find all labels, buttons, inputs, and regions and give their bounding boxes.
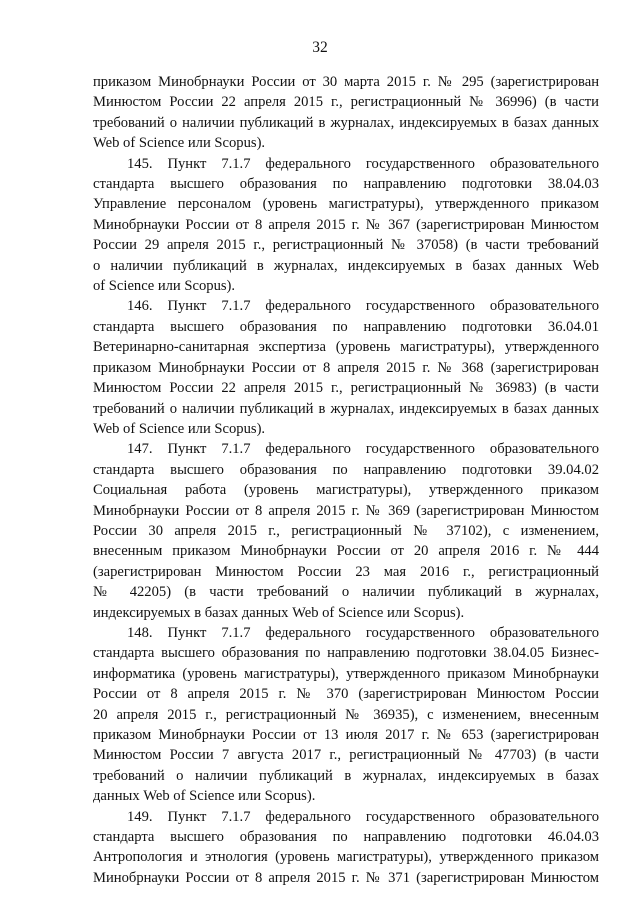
text-line: стандарта высшего образования по направлению подготовки 38.04.05 Бизнес-	[93, 645, 599, 662]
paragraph-p145	[93, 154, 599, 297]
text-line: России 29 апреля 2015 г., регистрационный № 37058) (в части требований	[93, 237, 599, 254]
paragraph-p148	[93, 623, 599, 807]
text-line: требований о наличии публикаций в журналах, индексируемых в базах данных	[93, 400, 599, 417]
paragraph-p146	[93, 296, 599, 439]
text-line: Минобрнауки России от 8 апреля 2015 г. № 371 (зарегистрирован Минюстом	[93, 869, 599, 886]
text-line: Web of Science или Scopus).	[93, 420, 266, 437]
text-line: Минобрнауки России от 8 апреля 2015 г. № 369 (зарегистрирован Минюстом	[93, 502, 599, 519]
text-line: 146. Пункт 7.1.7 федерального государственного образовательного	[127, 298, 599, 315]
text-line: Минобрнауки России от 8 апреля 2015 г. № 367 (зарегистрирован Минюстом	[93, 216, 599, 233]
text-line: требований о наличии публикаций в журналах, индексируемых в базах	[93, 767, 599, 784]
text-line: 20 апреля 2015 г., регистрационный № 36935), с изменением, внесенным	[93, 706, 599, 723]
text-line: внесенным приказом Минобрнауки России от 20 апреля 2016 г. № 444	[93, 543, 599, 560]
text-line: стандарта высшего образования по направлению подготовки 38.04.03	[93, 176, 599, 193]
text-line: Социальная работа (уровень магистратуры), утвержденного приказом	[93, 482, 599, 499]
text-line: о наличии публикаций в журналах, индексируемых в базах данных Web	[93, 257, 599, 274]
text-line: приказом Минобрнауки России от 13 июля 2017 г. № 653 (зарегистрирован	[93, 727, 599, 743]
text-line: приказом Минобрнауки России от 8 апреля 2015 г. № 368 (зарегистрирован	[93, 359, 599, 376]
text-line: Управление персоналом (уровень магистратуры), утвержденного приказом	[93, 196, 599, 213]
paragraph-p149	[93, 807, 599, 889]
text-line: России 30 апреля 2015 г., регистрационный № 37102), с изменением,	[93, 522, 599, 539]
text-line: (зарегистрирован Минюстом России 23 мая 2016 г., регистрационный	[93, 563, 599, 580]
text-line: 145. Пункт 7.1.7 федерального государственного образовательного	[127, 155, 599, 172]
text-line: Минюстом России 22 апреля 2015 г., регистрационный № 36983) (в части	[93, 380, 599, 397]
text-line: требований о наличии публикаций в журналах, индексируемых в базах данных	[93, 114, 599, 131]
text-line: Web of Science или Scopus).	[93, 135, 266, 152]
page-number: 32	[312, 39, 328, 56]
document-body	[93, 72, 599, 888]
text-line: России от 8 апреля 2015 г. № 370 (зарегистрирован Минюстом России	[93, 686, 599, 703]
text-line: 149. Пункт 7.1.7 федерального государственного образовательного	[127, 808, 599, 825]
text-line: индексируемых в базах данных Web of Science или Scopus).	[93, 604, 465, 621]
text-line: Минюстом России 22 апреля 2015 г., регистрационный № 36996) (в части	[93, 94, 599, 111]
paragraph-p147	[93, 439, 599, 623]
text-line: of Science или Scopus).	[93, 278, 236, 295]
text-line: приказом Минобрнауки России от 30 марта 2015 г. № 295 (зарегистрирован	[93, 74, 599, 90]
text-line: стандарта высшего образования по направлению подготовки 46.04.03	[93, 829, 599, 846]
text-line: № 42205) (в части требований о наличии публикаций в журналах,	[93, 584, 599, 601]
paragraph-cont	[93, 72, 599, 154]
text-line: стандарта высшего образования по направлению подготовки 39.04.02	[93, 461, 599, 478]
text-line: Ветеринарно-санитарная экспертиза (уровень магистратуры), утвержденного	[93, 339, 599, 356]
text-line: стандарта высшего образования по направлению подготовки 36.04.01	[93, 318, 599, 335]
text-line: информатика (уровень магистратуры), утвержденного приказом Минобрнауки	[93, 665, 599, 682]
text-line: Минюстом России 7 августа 2017 г., регистрационный № 47703) (в части	[93, 747, 599, 764]
text-line: 147. Пункт 7.1.7 федерального государственного образовательного	[127, 441, 599, 458]
text-line: данных Web of Science или Scopus).	[93, 788, 316, 805]
text-line: Антропология и этнология (уровень магистратуры), утвержденного приказом	[93, 849, 599, 866]
text-line: 148. Пункт 7.1.7 федерального государственного образовательного	[127, 624, 599, 641]
